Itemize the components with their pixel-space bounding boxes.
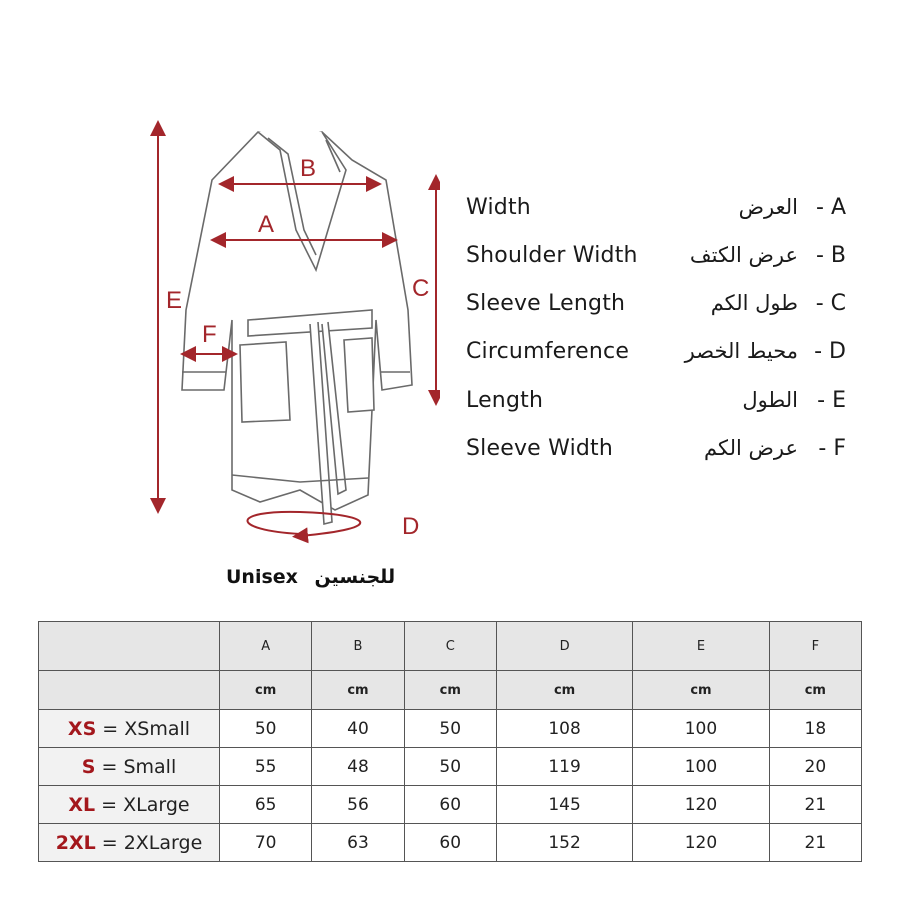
table-cell: 18 xyxy=(769,710,861,748)
unit-row xyxy=(39,671,862,710)
unit-cell: cm xyxy=(220,671,312,710)
legend-letter: - C xyxy=(815,291,846,316)
table-cell: 60 xyxy=(404,786,496,824)
table-cell: 50 xyxy=(404,748,496,786)
legend-letter: - F xyxy=(818,436,846,461)
table-cell: 48 xyxy=(312,748,404,786)
unisex-label xyxy=(226,566,405,588)
unit-cell: cm xyxy=(312,671,404,710)
unisex-ar: للجنسين xyxy=(314,566,396,588)
table-cell: 55 xyxy=(220,748,312,786)
legend-ar: محيط الخصر xyxy=(684,339,798,363)
table-cell: 50 xyxy=(404,710,496,748)
legend-row-b xyxy=(466,243,846,277)
legend-en: Sleeve Width xyxy=(466,436,614,461)
arrow-d xyxy=(248,512,361,536)
table-cell: 21 xyxy=(769,786,861,824)
legend-letter: - E xyxy=(817,388,846,413)
size-label: 2XL = 2XLarge xyxy=(39,824,220,862)
legend-row-a xyxy=(466,195,846,229)
table-cell: 21 xyxy=(769,824,861,862)
size-row-xl xyxy=(39,786,862,824)
legend-ar: العرض xyxy=(738,195,798,219)
column-header: C xyxy=(404,622,496,671)
table-cell: 63 xyxy=(312,824,404,862)
legend-row-d xyxy=(466,339,846,373)
table-cell: 152 xyxy=(496,824,632,862)
table-cell: 119 xyxy=(496,748,632,786)
column-header: F xyxy=(769,622,861,671)
label-a: A xyxy=(258,211,275,238)
size-row-2xl xyxy=(39,824,862,862)
size-row-xs xyxy=(39,710,862,748)
legend-ar: عرض الكتف xyxy=(689,243,798,267)
size-row-s xyxy=(39,748,862,786)
legend-en: Width xyxy=(466,195,531,220)
table-cell: 56 xyxy=(312,786,404,824)
size-label: XL = XLarge xyxy=(39,786,220,824)
unit-cell: cm xyxy=(404,671,496,710)
table-cell: 120 xyxy=(633,786,769,824)
column-header: A xyxy=(220,622,312,671)
table-cell: 40 xyxy=(312,710,404,748)
table-cell: 100 xyxy=(633,710,769,748)
unit-cell: cm xyxy=(633,671,769,710)
robe-diagram xyxy=(140,110,440,550)
table-cell: 60 xyxy=(404,824,496,862)
label-e: E xyxy=(166,287,183,314)
legend-ar: طول الكم xyxy=(710,291,798,315)
label-d: D xyxy=(402,513,420,540)
table-cell: 70 xyxy=(220,824,312,862)
column-header: E xyxy=(633,622,769,671)
table-cell: 145 xyxy=(496,786,632,824)
legend-row-f xyxy=(466,436,846,470)
legend-letter: - B xyxy=(815,243,846,268)
legend-row-e xyxy=(466,388,846,422)
header-row xyxy=(39,622,862,671)
legend-ar: الطول xyxy=(742,388,798,412)
label-c: C xyxy=(412,275,430,302)
corner-cell xyxy=(39,622,220,671)
column-header: D xyxy=(496,622,632,671)
legend-en: Circumference xyxy=(466,339,630,364)
size-label: S = Small xyxy=(39,748,220,786)
unit-cell: cm xyxy=(769,671,861,710)
legend-en: Length xyxy=(466,388,544,413)
table-cell: 65 xyxy=(220,786,312,824)
unit-cell: cm xyxy=(496,671,632,710)
table-cell: 120 xyxy=(633,824,769,862)
legend-letter: - D xyxy=(814,339,846,364)
table-cell: 108 xyxy=(496,710,632,748)
label-b: B xyxy=(300,155,317,182)
legend-en: Sleeve Length xyxy=(466,291,626,316)
size-table xyxy=(38,621,862,862)
table-cell: 20 xyxy=(769,748,861,786)
column-header: B xyxy=(312,622,404,671)
legend-row-c xyxy=(466,291,846,325)
table-cell: 50 xyxy=(220,710,312,748)
size-label: XS = XSmall xyxy=(39,710,220,748)
unisex-en: Unisex xyxy=(226,566,298,588)
legend-ar: عرض الكم xyxy=(704,436,798,460)
table-cell: 100 xyxy=(633,748,769,786)
label-f: F xyxy=(202,321,217,348)
corner-cell xyxy=(39,671,220,710)
legend-en: Shoulder Width xyxy=(466,243,638,268)
legend-letter: - A xyxy=(816,195,846,220)
